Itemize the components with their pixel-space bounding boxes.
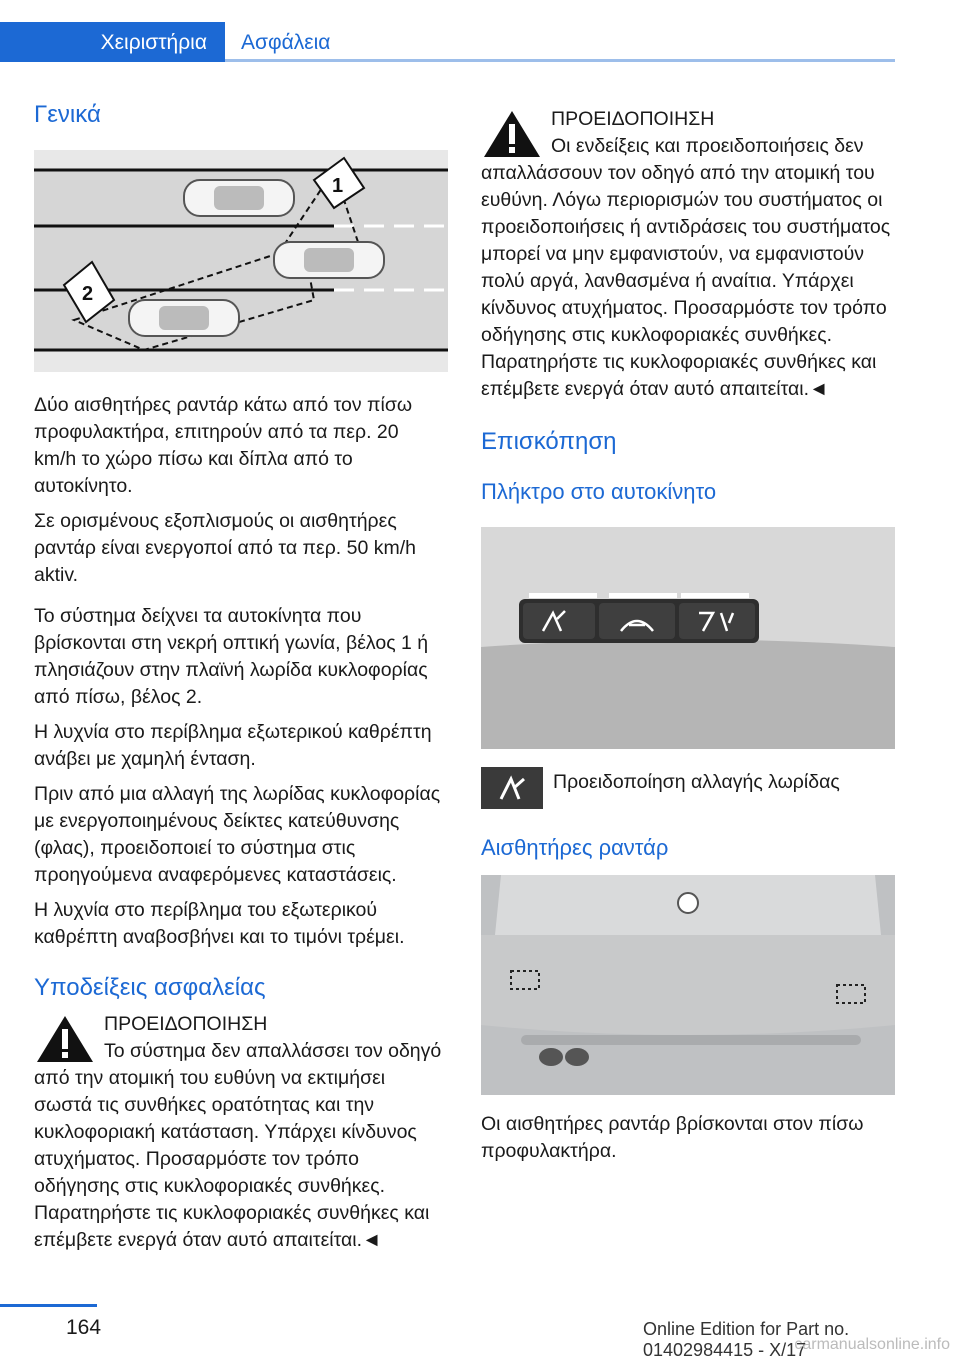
heading-radar-sensors: Αισθητήρες ραντάρ <box>481 835 669 860</box>
lane-change-warning-icon <box>481 767 543 809</box>
car-top <box>184 180 294 216</box>
heading-button-in-car: Πλήκτρο στο αυτοκίνητο <box>481 479 717 504</box>
paragraph-5: Πριν από μια αλλαγή της λωρίδας κυκλοφορίας με ενεργοποιημένους δείκτες κατεύθυνσης (φλας), προειδοποιεί το σύστημα στις προηγούμενα αναφερόμενες καταστάσεις. <box>34 783 441 886</box>
warning-block-right <box>481 106 891 403</box>
button-panel-photo <box>481 527 895 749</box>
rear-bumper-photo <box>481 875 895 1095</box>
page-number: 164 <box>66 1316 102 1339</box>
car-middle <box>274 242 384 278</box>
paragraph-3: Το σύστημα δείχνει τα αυτοκίνητα που βρίσκονται στη νεκρή οπτική γωνία, βέλος 1 ή πλησιάζουν στην πλαϊνή λωρίδα κυκλοφορίας από πίσω, βέλος 2. <box>34 605 429 708</box>
lane-diagram <box>34 150 448 372</box>
lane-change-warning-button[interactable] <box>523 603 595 639</box>
lane-departure-button[interactable] <box>679 603 755 639</box>
paragraph-4: Η λυχνία στο περίβλημα εξωτερικού καθρέπτη ανάβει με χαμηλή ένταση. <box>34 721 432 770</box>
left-column <box>34 92 444 1254</box>
button-legend <box>481 767 891 811</box>
heading-overview: Επισκόπηση <box>481 428 617 455</box>
edition-info: Online Edition for Part no. 01402984415 - X/17 <box>643 1319 850 1360</box>
car-bottom <box>129 300 239 336</box>
warning-triangle-icon <box>34 1013 96 1065</box>
heading-safety-notes: Υποδείξεις ασφαλείας <box>34 974 266 1001</box>
tab-divider <box>225 59 895 62</box>
lane-diagram-svg <box>34 150 448 372</box>
warning-text-right: Οι ενδείξεις και προειδοποιήσεις δεν απαλλάσσουν τον οδηγό από την ατομική του ευθύνη. Λόγω περιορισμών του συστήματος οι προειδοποιήσεις ή αντιδράσεις του συστήματος μπορεί να μην εμφανιστούν, να εμφανιστούν πολύ αργά, λανθασμένα ή αναίτια. Υπάρχει κίνδυνος ατυχήματος. Προσαρμόστε τον τρόπο οδήγησης στις κυκλοφοριακές συνθήκες. Παρατηρήστε τις κυκλοφοριακές συνθήκες και επέμβετε ενεργά όταν αυτό απαιτείται.◄ <box>481 135 891 400</box>
right-column <box>481 92 891 1165</box>
warning-label-left: ΠΡΟΕΙΔΟΠΟΙΗΣΗ <box>104 1013 268 1035</box>
tab-safety[interactable]: Ασφάλεια <box>241 31 331 54</box>
arrow-2-label: 2 <box>82 283 94 305</box>
heading-general: Γενικά <box>34 101 101 128</box>
warning-triangle-icon <box>481 108 543 160</box>
watermark: carmanualsonline.info <box>794 1336 950 1353</box>
tab-controls[interactable]: Χειριστήρια <box>0 22 225 62</box>
header-tabs <box>0 22 900 62</box>
button-caption: Προειδοποίηση αλλαγής λωρίδας <box>553 771 840 793</box>
sensors-text: Οι αισθητήρες ραντάρ βρίσκονται στον πίσω προφυλακτήρα. <box>481 1113 864 1162</box>
warning-block-left <box>34 1011 444 1254</box>
warning-text-left: Το σύστημα δεν απαλλάσσει τον οδηγό από την ατομική του ευθύνη να εκτιμήσει σωστά τις συνθήκες ορατότητας και την κυκλοφοριακή κατάσταση. Υπάρχει κίνδυνος ατυχήματος. Προσαρμόστε τον τρόπο οδήγησης στις κυκλοφοριακές συνθήκες. Παρατηρήστε τις κυκλοφοριακές συνθήκες και επέμβετε ενεργά όταν αυτό απαιτείται.◄ <box>34 1040 442 1251</box>
paragraph-6: Η λυχνία στο περίβλημα του εξωτερικού καθρέπτη αναβοσβήνει και το τιμόνι τρέμει. <box>34 899 405 948</box>
footer-accent-line <box>0 1304 97 1307</box>
paragraph-2: Σε ορισμένους εξοπλισμούς οι αισθητήρες ραντάρ είναι ενεργοποί από τα περ. 50 km/h aktiv. <box>34 510 416 586</box>
paragraph-1: Δύο αισθητήρες ραντάρ κάτω από τον πίσω προφυλακτήρα, επιτηρούν από τα περ. 20 km/h το χώρο πίσω και δίπλα από το αυτοκίνητο. <box>34 394 413 497</box>
warning-label-right: ΠΡΟΕΙΔΟΠΟΙΗΣΗ <box>551 108 715 130</box>
arrow-1-label: 1 <box>332 175 344 197</box>
